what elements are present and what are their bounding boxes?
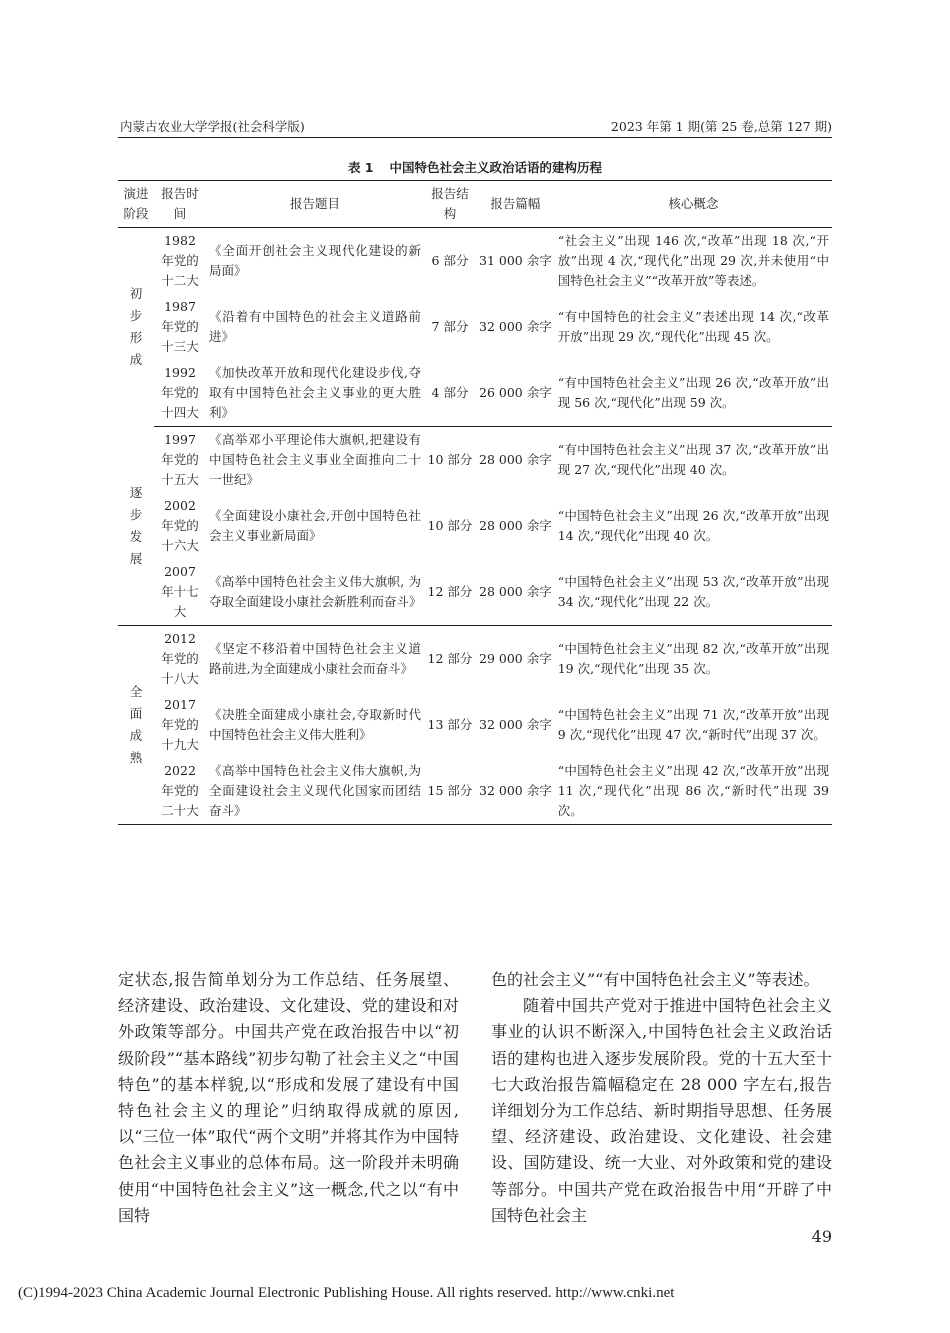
report-structure: 10 部分 [427,518,473,533]
report-title: 《沿着有中国特色的社会主义道路前进》 [209,309,421,344]
copyright-footer: (C)1994-2023 China Academic Journal Electronic Publishing House. All rights reserved. http://www.cnki.net [18,1285,675,1301]
col-header-length: 报告篇幅 [476,181,555,228]
table-number: 表 1 [347,160,374,175]
report-title: 《决胜全面建成小康社会,夺取新时代中国特色社会主义伟大胜利》 [209,707,421,742]
page-number: 49 [811,1227,832,1246]
report-length: 31 000 余字 [479,253,552,268]
table-row [118,427,832,494]
report-title: 《高举邓小平理论伟大旗帜,把建设有中国特色社会主义事业全面推向二十一世纪》 [209,432,421,487]
col-header-structure: 报告结构 [424,181,476,228]
table-row [118,559,832,626]
report-title: 《全面开创社会主义现代化建设的新局面》 [209,243,421,278]
stage-cell [118,626,154,825]
table-row [118,228,832,295]
core-concept: “中国特色社会主义”出现 82 次,“改革开放”出现 19 次,“现代化”出现 35 次。 [557,641,829,676]
report-structure: 7 部分 [431,319,469,334]
report-time: 1982 年党的十二大 [161,233,199,288]
report-length: 28 000 余字 [479,452,552,467]
header-rule [118,137,832,138]
stage-label: 初步形成 [129,286,143,368]
core-concept: “有中国特色社会主义”出现 26 次,“改革开放”出现 56 次,“现代化”出现 59 次。 [555,360,832,427]
table-row [118,626,832,693]
table-row [118,692,832,758]
core-concept: “中国特色社会主义”出现 42 次,“改革开放”出现 11 次,“现代化”出现 86 次,“新时代”出现 39 次。 [557,763,829,818]
col-header-stage: 演进阶段 [118,181,154,228]
table-row [118,493,832,559]
table-title: 中国特色社会主义政治话语的建构历程 [389,160,603,175]
report-length: 26 000 余字 [476,360,555,427]
core-concept: “有中国特色社会主义”出现 37 次,“改革开放”出现 27 次,“现代化”出现 40 次。 [557,442,829,477]
core-concept: “中国特色社会主义”出现 53 次,“改革开放”出现 34 次,“现代化”出现 22 次。 [555,559,832,626]
table-row [118,360,832,427]
col-header-time: 报告时间 [154,181,206,228]
report-structure: 6 部分 [431,253,469,268]
body-paragraph: 定状态,报告简单划分为工作总结、任务展望、经济建设、政治建设、文化建设、党的建设和对外政策等部分。中国共产党在政治报告中以“初级阶段”“基本路线”初步勾勒了社会主义之“中国特色”的基本样貌,以“形成和发展了建设有中国特色社会主义的理论”归纳取得成就的原因,以“三位一体”取代“两个文明”并将其作为中国特色社会主义事业的总体布局。这一阶段并未明确使用“中国特色社会主义”这一概念,代之以“有中国特 [118,970,459,1225]
stage-cell [118,427,154,626]
stage-label: 全面成熟 [129,684,143,765]
stage-label: 逐步发展 [129,484,143,566]
report-structure: 13 部分 [427,717,473,732]
running-header-journal: 内蒙古农业大学学报(社会科学版) [120,119,305,134]
discourse-table [118,180,832,825]
table-row [118,294,832,360]
core-concept: “有中国特色的社会主义”表述出现 14 次,“改革开放”出现 29 次,“现代化”出现 45 次。 [557,309,829,344]
core-concept: “社会主义”出现 146 次,“改革”出现 18 次,“开放”出现 4 次,“现代化”出现 29 次,并未使用“中国特色社会主义”“改革开放”等表述。 [557,233,829,288]
report-length: 32 000 余字 [479,319,552,334]
report-structure: 4 部分 [424,360,476,427]
table-caption [118,158,832,176]
running-header-issue: 2023 年第 1 期(第 25 卷,总第 127 期) [610,119,832,134]
body-paragraph: 随着中国共产党对于推进中国特色社会主义事业的认识不断深入,中国特色社会主义政治话语的建构也进入逐步发展阶段。党的十五大至十七大政治报告篇幅稳定在 28 000 字左右,报告详细划分为工作总结、新时期指导思想、任务展望、经济建设、政治建设、文化建设、社会建设、国防建设、统一大业、对外政策和党的建设等部分。中国共产党在政治报告中用“开辟了中国特色社会主 [491,996,832,1225]
report-length: 28 000 余字 [479,518,552,533]
report-title: 《高举中国特色社会主义伟大旗帜, 为夺取全面建设小康社会新胜利而奋斗》 [206,559,424,626]
core-concept: “中国特色社会主义”出现 71 次,“改革开放”出现 9 次,“现代化”出现 47 次,“新时代”出现 37 次。 [557,707,829,742]
report-structure: 12 部分 [424,559,476,626]
report-time: 2012 年党的十八大 [161,631,199,686]
col-header-concept: 核心概念 [555,181,832,228]
body-column-left [118,967,459,1229]
report-structure: 10 部分 [427,452,473,467]
report-structure: 15 部分 [427,783,473,798]
report-structure: 12 部分 [427,651,473,666]
report-title: 《加快改革开放和现代化建设步伐,夺取有中国特色社会主义事业的更大胜利》 [206,360,424,427]
col-header-title: 报告题目 [206,181,424,228]
report-time: 1987 年党的十三大 [161,299,199,354]
report-length: 29 000 余字 [479,651,552,666]
report-length: 32 000 余字 [479,717,552,732]
report-length: 32 000 余字 [479,783,552,798]
report-time: 1997 年党的十五大 [161,432,199,487]
report-title: 《坚定不移沿着中国特色社会主义道路前进,为全面建成小康社会而奋斗》 [209,641,421,676]
report-time: 2007 年十七大 [154,559,206,626]
report-time: 2017 年党的十九大 [161,697,199,752]
body-paragraph: 色的社会主义”“有中国特色社会主义”等表述。 [491,970,820,989]
table-row [118,758,832,825]
core-concept: “中国特色社会主义”出现 26 次,“改革开放”出现 14 次,“现代化”出现 40 次。 [557,508,829,543]
stage-cell [118,228,154,427]
body-column-right [491,967,832,1229]
table-header-row [118,181,832,228]
report-title: 《全面建设小康社会,开创中国特色社会主义事业新局面》 [209,508,421,543]
report-time: 1992 年党的十四大 [154,360,206,427]
report-time: 2002 年党的十六大 [161,498,199,553]
report-time: 2022 年党的二十大 [161,763,199,818]
report-length: 28 000 余字 [476,559,555,626]
report-title: 《高举中国特色社会主义伟大旗帜,为全面建设社会主义现代化国家而团结奋斗》 [209,763,421,818]
